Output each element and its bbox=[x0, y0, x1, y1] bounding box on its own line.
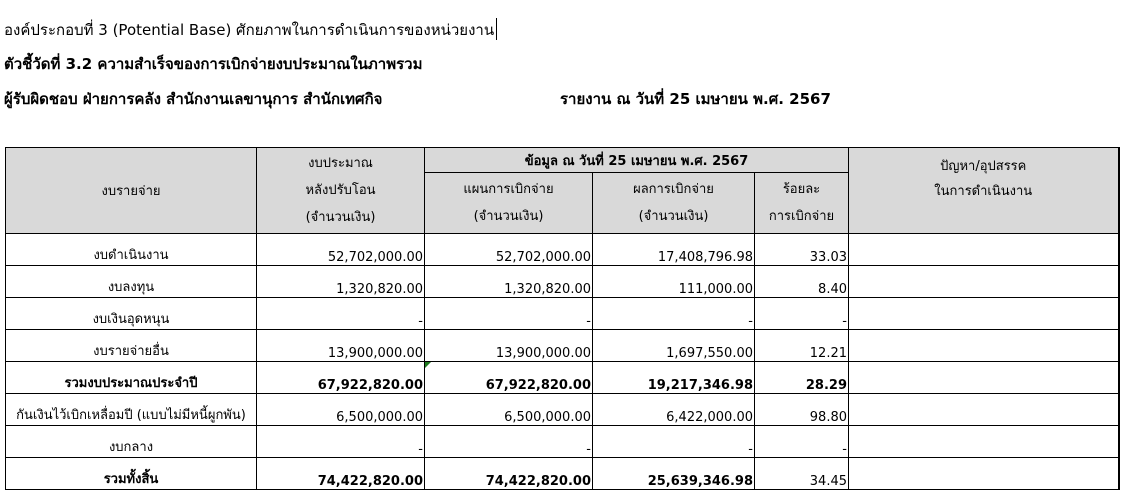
cell-plan[interactable]: 67,922,820.00 bbox=[425, 362, 593, 394]
cell-percent[interactable]: - bbox=[755, 426, 849, 458]
cell-percent[interactable]: 34.45 bbox=[755, 458, 849, 490]
cell-problems[interactable] bbox=[849, 394, 1119, 426]
cell-plan[interactable]: 1,320,820.00 bbox=[425, 266, 593, 298]
cell-problems[interactable] bbox=[849, 426, 1119, 458]
row-label[interactable]: งบเงินอุดหนุน bbox=[6, 298, 257, 330]
cell-budget[interactable]: 74,422,820.00 bbox=[257, 458, 425, 490]
cell-plan[interactable]: 52,702,000.00 bbox=[425, 234, 593, 266]
header-problems: ปัญหา/อุปสรรค ในการดำเนินงาน bbox=[849, 148, 1119, 234]
cell-budget[interactable]: 6,500,000.00 bbox=[257, 394, 425, 426]
cell-percent[interactable]: 28.29 bbox=[755, 362, 849, 394]
budget-disbursement-table bbox=[5, 147, 1120, 490]
table-row bbox=[6, 234, 1119, 266]
cell-problems[interactable] bbox=[849, 266, 1119, 298]
cell-percent[interactable]: 33.03 bbox=[755, 234, 849, 266]
header-percent: ร้อยละ การเบิกจ่าย bbox=[755, 173, 849, 234]
cell-budget[interactable]: 1,320,820.00 bbox=[257, 266, 425, 298]
cell-result[interactable]: 111,000.00 bbox=[593, 266, 755, 298]
component-title: องค์ประกอบที่ 3 (Potential Base) ศักยภาพในการดำเนินการของหน่วยงาน bbox=[4, 18, 497, 42]
cell-budget[interactable]: 52,702,000.00 bbox=[257, 234, 425, 266]
cell-problems[interactable] bbox=[849, 458, 1119, 490]
responsible-unit: ผู้รับผิดชอบ ฝ่ายการคลัง สำนักงานเลขานุการ สำนักเทศกิจ bbox=[4, 90, 383, 108]
cell-plan[interactable]: - bbox=[425, 298, 593, 330]
cell-percent[interactable]: - bbox=[755, 298, 849, 330]
cell-result[interactable]: 25,639,346.98 bbox=[593, 458, 755, 490]
cell-plan[interactable]: 13,900,000.00 bbox=[425, 330, 593, 362]
cell-result[interactable]: 19,217,346.98 bbox=[593, 362, 755, 394]
text-cursor bbox=[496, 18, 497, 40]
header-budget: งบประมาณ หลังปรับโอน (จำนวนเงิน) bbox=[257, 148, 425, 234]
cell-percent[interactable]: 8.40 bbox=[755, 266, 849, 298]
cell-result[interactable]: 1,697,550.00 bbox=[593, 330, 755, 362]
cell-plan[interactable]: 74,422,820.00 bbox=[425, 458, 593, 490]
cell-problems[interactable] bbox=[849, 330, 1119, 362]
table-row-subtotal bbox=[6, 362, 1119, 394]
row-label[interactable]: รวมทั้งสิ้น bbox=[6, 458, 257, 490]
header-result: ผลการเบิกจ่าย (จำนวนเงิน) bbox=[593, 173, 755, 234]
cell-result[interactable]: 6,422,000.00 bbox=[593, 394, 755, 426]
cell-budget[interactable]: - bbox=[257, 298, 425, 330]
cell-problems[interactable] bbox=[849, 362, 1119, 394]
header-data-as-of: ข้อมูล ณ วันที่ 25 เมษายน พ.ศ. 2567 bbox=[425, 148, 849, 173]
cell-problems[interactable] bbox=[849, 234, 1119, 266]
row-label[interactable]: กันเงินไว้เบิกเหลื่อมปี (แบบไม่มีหนี้ผูกพัน) bbox=[6, 394, 257, 426]
table-row bbox=[6, 266, 1119, 298]
cell-result[interactable]: - bbox=[593, 426, 755, 458]
cell-plan[interactable]: - bbox=[425, 426, 593, 458]
row-label[interactable]: งบกลาง bbox=[6, 426, 257, 458]
table-row-total bbox=[6, 458, 1119, 490]
table-row bbox=[6, 394, 1119, 426]
cell-percent[interactable]: 12.21 bbox=[755, 330, 849, 362]
indicator-title: ตัวชี้วัดที่ 3.2 ความสำเร็จของการเบิกจ่ายงบประมาณในภาพรวม bbox=[4, 55, 423, 73]
cell-result[interactable]: - bbox=[593, 298, 755, 330]
table-row bbox=[6, 426, 1119, 458]
cell-budget[interactable]: 13,900,000.00 bbox=[257, 330, 425, 362]
cell-budget[interactable]: 67,922,820.00 bbox=[257, 362, 425, 394]
cell-problems[interactable] bbox=[849, 298, 1119, 330]
row-label[interactable]: งบลงทุน bbox=[6, 266, 257, 298]
row-label[interactable]: งบดำเนินงาน bbox=[6, 234, 257, 266]
cell-plan[interactable]: 6,500,000.00 bbox=[425, 394, 593, 426]
row-label[interactable]: งบรายจ่ายอื่น bbox=[6, 330, 257, 362]
cell-percent[interactable]: 98.80 bbox=[755, 394, 849, 426]
header-category: งบรายจ่าย bbox=[6, 148, 257, 234]
table-row bbox=[6, 298, 1119, 330]
report-date: รายงาน ณ วันที่ 25 เมษายน พ.ศ. 2567 bbox=[560, 90, 831, 108]
cell-result[interactable]: 17,408,796.98 bbox=[593, 234, 755, 266]
cell-budget[interactable]: - bbox=[257, 426, 425, 458]
header-plan: แผนการเบิกจ่าย (จำนวนเงิน) bbox=[425, 173, 593, 234]
row-label[interactable]: รวมงบประมาณประจำปี bbox=[6, 362, 257, 394]
table-row bbox=[6, 330, 1119, 362]
